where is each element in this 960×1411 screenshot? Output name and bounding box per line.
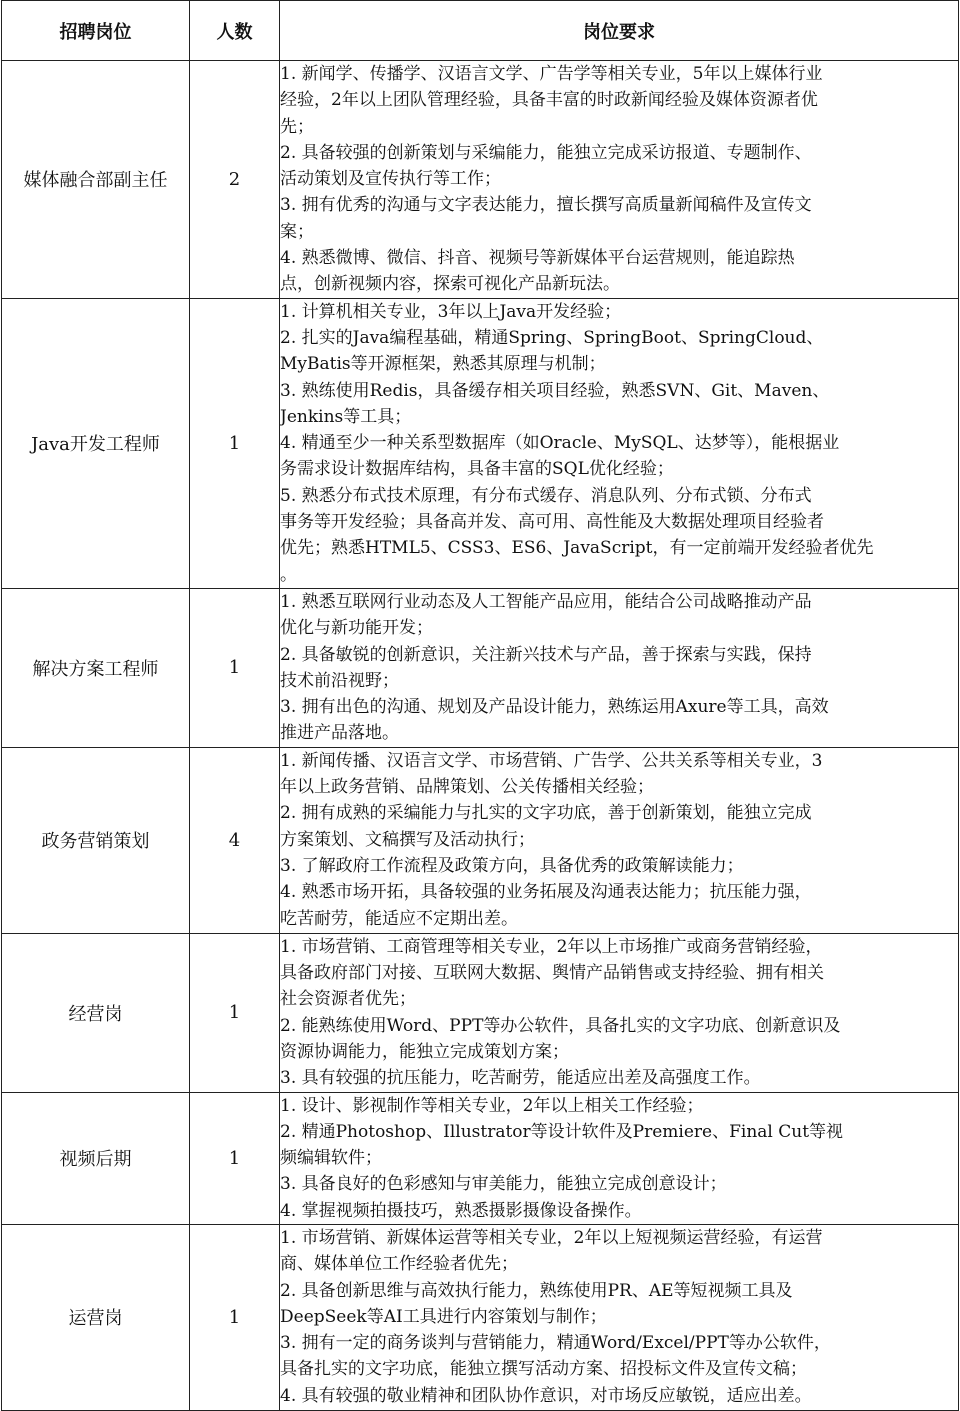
requirement-line: 2. 精通Photoshop、Illustrator等设计软件及Premiere、Final Cut等视 <box>280 1121 844 1142</box>
table-row <box>2 588 959 747</box>
job-position: 运营岗 <box>2 1224 190 1410</box>
requirement-line: 资源协调能力，能独立完成策划方案； <box>280 1041 569 1062</box>
requirement-line: 4. 掌握视频拍摄技巧，熟悉摄影摄像设备操作。 <box>280 1200 642 1221</box>
requirement-line: 4. 熟悉微博、微信、抖音、视频号等新媒体平台运营规则，能追踪热 <box>280 248 795 269</box>
requirement-line: 2. 能熟练使用Word、PPT等办公软件，具备扎实的文字功底、创新意识及 <box>280 1015 841 1036</box>
table-row <box>2 1092 959 1224</box>
requirement-line: 2. 具备较强的创新策划与采编能力，能独立完成采访报道、专题制作、 <box>280 142 812 163</box>
requirement-line: 1. 熟悉互联网行业动态及人工智能产品应用，能结合公司战略推动产品 <box>280 591 812 612</box>
requirement-line: 事务等开发经验；具备高并发、高可用、高性能及大数据处理项目经验者 <box>280 512 824 533</box>
requirement-line: 4. 熟悉市场开拓，具备较强的业务拓展及沟通表达能力；抗压能力强， <box>280 882 812 903</box>
requirement-line: 优先；熟悉HTML5、CSS3、ES6、JavaScript，有一定前端开发经验者优先 <box>280 538 874 559</box>
requirement-line: 1. 市场营销、工商管理等相关专业，2年以上市场推广或商务营销经验， <box>280 936 823 957</box>
job-position: 经营岗 <box>2 933 190 1092</box>
requirement-line: 技术前沿视野； <box>280 670 399 691</box>
job-position: Java开发工程师 <box>2 298 190 588</box>
requirement-line: 3. 拥有优秀的沟通与文字表达能力，擅长撰写高质量新闻稿件及宣传文 <box>280 195 812 216</box>
requirement-line: 商、媒体单位工作经验者优先； <box>280 1254 518 1275</box>
table-row <box>2 933 959 1092</box>
requirement-line: 活动策划及宣传执行等工作； <box>280 169 501 190</box>
table-row <box>2 747 959 933</box>
requirement-line: 1. 新闻传播、汉语言文学、市场营销、广告学、公共关系等相关专业，3 <box>280 750 823 771</box>
requirement-line: 4. 精通至少一种关系型数据库（如Oracle、MySQL、达梦等），能根据业 <box>280 433 840 454</box>
requirement-line: 吃苦耐劳，能适应不定期出差。 <box>280 908 518 929</box>
requirement-line: 先； <box>280 116 314 137</box>
job-position: 政务营销策划 <box>2 747 190 933</box>
job-requirements <box>280 588 959 747</box>
job-requirements <box>280 933 959 1092</box>
requirement-line: 1. 新闻学、传播学、汉语言文学、广告学等相关专业，5年以上媒体行业 <box>280 64 823 84</box>
requirement-line: 年以上政务营销、品牌策划、公关传播相关经验； <box>280 777 654 798</box>
job-requirements <box>280 1224 959 1410</box>
job-requirements <box>280 61 959 299</box>
requirement-line: 2. 拥有成熟的采编能力与扎实的文字功底，善于创新策划，能独立完成 <box>280 803 812 824</box>
requirement-line: 社会资源者优先； <box>280 989 416 1010</box>
requirement-line: 3. 熟练使用Redis，具备缓存相关项目经验，熟悉SVN、Git、Maven、 <box>280 380 830 401</box>
job-count: 1 <box>190 933 280 1092</box>
requirement-line: 1. 计算机相关专业，3年以上Java开发经验； <box>280 301 622 322</box>
requirement-line: Jenkins等工具； <box>280 406 412 427</box>
requirement-line: 3. 具备良好的色彩感知与审美能力，能独立完成创意设计； <box>280 1174 727 1195</box>
recruitment-table <box>1 0 959 1411</box>
job-count: 4 <box>190 747 280 933</box>
job-count: 1 <box>190 588 280 747</box>
requirement-line: 1. 市场营销、新媒体运营等相关专业，2年以上短视频运营经验，有运营 <box>280 1227 823 1248</box>
requirement-line: 务需求设计数据库结构，具备丰富的SQL优化经验； <box>280 459 674 480</box>
requirement-line: 具备扎实的文字功底，能独立撰写活动方案、招投标文件及宣传文稿； <box>280 1359 807 1380</box>
job-count: 1 <box>190 1224 280 1410</box>
requirement-line: 2. 具备创新思维与高效执行能力，熟练使用PR、AE等短视频工具及 <box>280 1280 793 1301</box>
job-requirements <box>280 298 959 588</box>
job-requirements <box>280 747 959 933</box>
table-row <box>2 1224 959 1410</box>
requirement-line: 2. 扎实的Java编程基础，精通Spring、SpringBoot、SpringCloud、 <box>280 327 824 348</box>
job-position: 视频后期 <box>2 1092 190 1224</box>
requirement-line: 3. 拥有出色的沟通、规划及产品设计能力，熟练运用Axure等工具，高效 <box>280 697 829 718</box>
requirement-line: 5. 熟悉分布式技术原理，有分布式缓存、消息队列、分布式锁、分布式 <box>280 485 812 506</box>
requirement-line: MyBatis等开源框架，熟悉其原理与机制； <box>280 354 606 375</box>
job-count: 2 <box>190 61 280 299</box>
requirement-line: DeepSeek等AI工具进行内容策划与制作； <box>280 1306 607 1327</box>
table-body <box>2 61 959 1411</box>
requirement-line: 优化与新功能开发； <box>280 618 433 639</box>
job-count: 1 <box>190 298 280 588</box>
requirement-line: 3. 拥有一定的商务谈判与营销能力，精通Word/Excel/PPT等办公软件， <box>280 1333 831 1354</box>
requirement-line: 3. 了解政府工作流程及政策方向，具备优秀的政策解读能力； <box>280 855 744 876</box>
requirement-line: 推进产品落地。 <box>280 723 399 744</box>
table-row <box>2 61 959 299</box>
header-count: 人数 <box>190 1 280 61</box>
requirement-line: 具备政府部门对接、互联网大数据、舆情产品销售或支持经验、拥有相关 <box>280 963 824 984</box>
requirement-line: 点，创新视频内容，探索可视化产品新玩法。 <box>280 274 620 295</box>
requirement-line: 经验，2年以上团队管理经验，具备丰富的时政新闻经验及媒体资源者优 <box>280 90 818 111</box>
requirement-line: 方案策划、文稿撰写及活动执行； <box>280 829 535 850</box>
job-count: 1 <box>190 1092 280 1224</box>
header-requirements: 岗位要求 <box>280 1 959 61</box>
table-row <box>2 298 959 588</box>
requirement-line: 。 <box>280 564 297 585</box>
requirement-line: 3. 具有较强的抗压能力，吃苦耐劳，能适应出差及高强度工作。 <box>280 1068 761 1089</box>
job-requirements <box>280 1092 959 1224</box>
job-position: 解决方案工程师 <box>2 588 190 747</box>
job-position: 媒体融合部副主任 <box>2 61 190 299</box>
header-position: 招聘岗位 <box>2 1 190 61</box>
requirement-line: 1. 设计、影视制作等相关专业，2年以上相关工作经验； <box>280 1095 704 1116</box>
requirement-line: 案； <box>280 221 314 242</box>
requirement-line: 4. 具有较强的敬业精神和团队协作意识，对市场反应敏锐，适应出差。 <box>280 1385 812 1406</box>
requirement-line: 频编辑软件； <box>280 1148 382 1169</box>
requirement-line: 2. 具备敏锐的创新意识，关注新兴技术与产品，善于探索与实践，保持 <box>280 644 812 665</box>
table-header-row <box>2 1 959 61</box>
